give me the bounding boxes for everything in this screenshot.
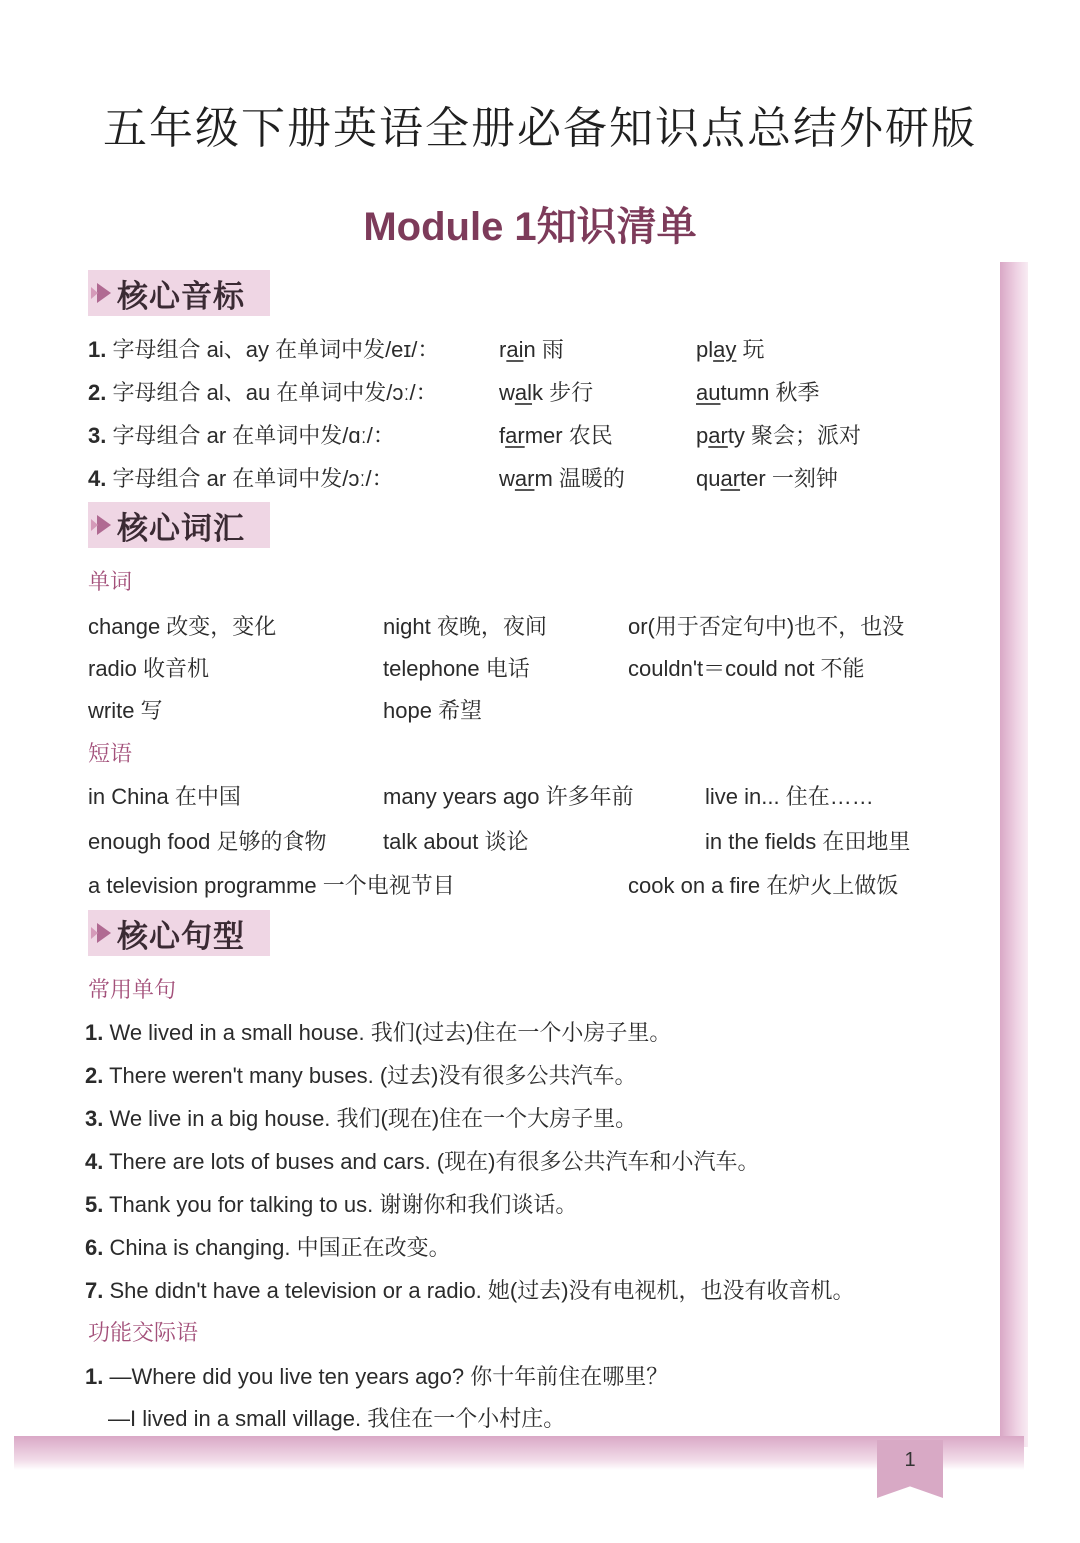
word-item: night 夜晚，夜间: [383, 614, 547, 639]
word-item: change 改变，变化: [88, 614, 277, 639]
page-edge-bottom: [14, 1436, 1024, 1470]
section-heading-phonics: [88, 270, 270, 316]
sentence-item: 2. There weren't many buses. (过去)没有很多公共汽车。: [85, 1063, 637, 1088]
subheading-phrases: 短语: [88, 741, 133, 766]
phonics-word-3a: farmer 农民: [499, 423, 613, 448]
phonics-rule-2: 2. 字母组合 al、au 在单词中发/ɔː/：: [88, 380, 438, 405]
dialog-question: 1. —Where did you live ten years ago? 你十年前住在哪里？: [85, 1364, 669, 1389]
sentence-item: 4. There are lots of buses and cars. (现在)有很多公共汽车和小汽车。: [85, 1149, 760, 1174]
section-heading-label: 核心句型: [117, 918, 245, 954]
phrase-item: in China 在中国: [88, 784, 241, 809]
phonics-word-4b: quarter 一刻钟: [696, 466, 838, 491]
section-heading-label: 核心词汇: [117, 510, 245, 546]
phonics-rule-3: 3. 字母组合 ar 在单词中发/ɑː/：: [88, 423, 395, 448]
phonics-rule-4: 4. 字母组合 ar 在单词中发/ɔː/：: [88, 466, 394, 491]
sentence-item: 6. China is changing. 中国正在改变。: [85, 1235, 451, 1260]
sentence-item: 1. We lived in a small house. 我们(过去)住在一个小房子里。: [85, 1020, 672, 1045]
document-title: 五年级下册英语全册必备知识点总结外研版: [103, 103, 977, 154]
section-heading-label: 核心音标: [117, 278, 245, 314]
section-heading-sentences: [88, 910, 270, 956]
module-title: Module 1知识清单: [363, 205, 697, 249]
phonics-word-2b: autumn 秋季: [696, 380, 820, 405]
arrow-icon: [97, 515, 111, 535]
sentence-item: 5. Thank you for talking to us. 谢谢你和我们谈话。: [85, 1192, 578, 1217]
subheading-common-sentences: 常用单句: [88, 977, 177, 1002]
section-heading-vocab: [88, 502, 270, 548]
phonics-word-3b: party 聚会；派对: [696, 423, 862, 448]
arrow-icon: [97, 923, 111, 943]
phonics-word-1b: play 玩: [696, 337, 765, 362]
word-item: couldn't＝could not 不能: [628, 656, 865, 681]
word-item: write 写: [88, 698, 163, 723]
phonics-word-4a: warm 温暖的: [499, 466, 625, 491]
phrase-item: talk about 谈论: [383, 829, 529, 854]
sentence-item: 3. We live in a big house. 我们(现在)住在一个大房子里。: [85, 1106, 638, 1131]
subheading-functional-dialog: 功能交际语: [88, 1320, 199, 1345]
word-item: telephone 电话: [383, 656, 530, 681]
dialog-answer: —I lived in a small village. 我住在一个小村庄。: [108, 1406, 566, 1431]
word-item: hope 希望: [383, 698, 483, 723]
sentence-item: 7. She didn't have a television or a radio. 她(过去)没有电视机，也没有收音机。: [85, 1278, 855, 1303]
subheading-words: 单词: [88, 569, 133, 594]
phonics-word-2a: walk 步行: [499, 380, 594, 405]
phrase-item: a television programme 一个电视节目: [88, 873, 455, 898]
page-number: 1: [904, 1449, 916, 1471]
word-item: radio 收音机: [88, 656, 210, 681]
phonics-word-1a: rain 雨: [499, 337, 564, 362]
phrase-item: in the fields 在田地里: [705, 829, 911, 854]
phrase-item: live in... 住在……: [705, 784, 874, 809]
phrase-item: many years ago 许多年前: [383, 784, 634, 809]
phrase-item: cook on a fire 在炉火上做饭: [628, 873, 899, 898]
word-item: or(用于否定句中)也不，也没: [628, 614, 905, 639]
arrow-icon: [97, 283, 111, 303]
page-edge-right: [1000, 262, 1028, 1447]
phrase-item: enough food 足够的食物: [88, 829, 327, 854]
phonics-rule-1: 1. 字母组合 ai、ay 在单词中发/eɪ/：: [88, 337, 440, 362]
